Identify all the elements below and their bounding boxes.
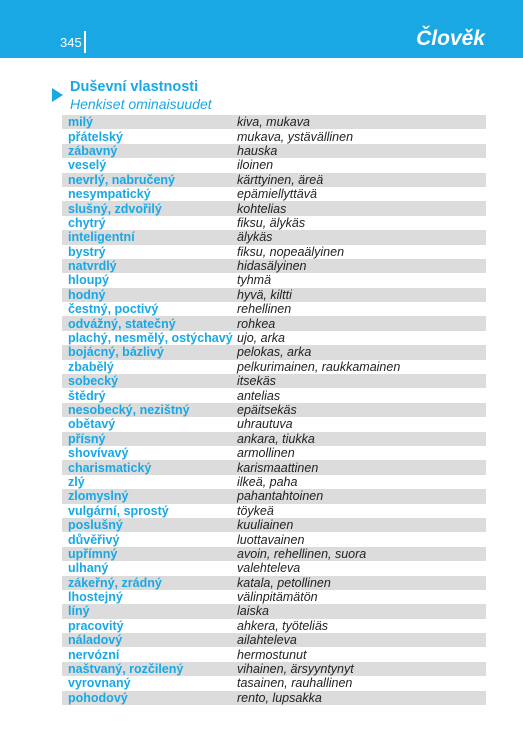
vocabulary-row <box>62 288 486 302</box>
czech-term: hodný <box>68 287 106 302</box>
header-divider <box>84 31 86 53</box>
vocabulary-row <box>62 403 486 417</box>
vocabulary-row <box>62 504 486 518</box>
czech-term: lhostejný <box>68 590 123 605</box>
vocabulary-row <box>62 647 486 661</box>
finnish-translation: kuuliainen <box>237 518 294 533</box>
vocabulary-row <box>62 576 486 590</box>
czech-term: nervózní <box>68 647 120 662</box>
section-arrow-icon <box>52 88 63 102</box>
vocabulary-row <box>62 446 486 460</box>
finnish-translation: ahkera, työteliäs <box>237 618 329 633</box>
finnish-translation: armollinen <box>237 446 295 461</box>
czech-term: shovívavý <box>68 446 129 461</box>
finnish-translation: luottavainen <box>237 532 305 547</box>
section-subtitle: Henkiset ominaisuudet <box>70 96 212 112</box>
vocabulary-row <box>62 115 486 129</box>
vocabulary-row <box>62 316 486 330</box>
vocabulary-row <box>62 460 486 474</box>
czech-term: upřímný <box>68 546 118 561</box>
section-title: Duševní vlastnosti <box>70 79 199 95</box>
vocabulary-row <box>62 432 486 446</box>
czech-term: plachý, nesmělý, ostýchavý <box>68 331 233 346</box>
finnish-translation: ankara, tiukka <box>237 431 315 446</box>
finnish-translation: tasainen, rauhallinen <box>237 676 353 691</box>
czech-term: veselý <box>68 158 107 173</box>
vocabulary-row <box>62 345 486 359</box>
czech-term: poslušný <box>68 518 123 533</box>
vocabulary-row <box>62 547 486 561</box>
czech-term: přátelský <box>68 129 123 144</box>
czech-term: vyrovnaný <box>68 676 131 691</box>
vocabulary-row <box>62 201 486 215</box>
finnish-translation: laiska <box>237 604 269 619</box>
czech-term: důvěřivý <box>68 532 120 547</box>
vocabulary-row <box>62 417 486 431</box>
finnish-translation: fiksu, älykäs <box>237 215 306 230</box>
finnish-translation: epämiellyttävä <box>237 187 317 202</box>
finnish-translation: kärttyinen, äreä <box>237 172 324 187</box>
finnish-translation: uhrautuva <box>237 417 293 432</box>
finnish-translation: vihainen, ärsyyntynyt <box>237 662 354 677</box>
czech-term: natvrdlý <box>68 259 117 274</box>
vocabulary-row <box>62 374 486 388</box>
vocabulary-row <box>62 489 486 503</box>
czech-term: líný <box>68 604 90 619</box>
finnish-translation: itsekäs <box>237 374 276 389</box>
czech-term: bojácný, bázlivý <box>68 345 164 360</box>
finnish-translation: välinpitämätön <box>237 590 318 605</box>
czech-term: nesobecký, nezištný <box>68 403 190 417</box>
finnish-translation: valehteleva <box>237 561 301 576</box>
czech-term: pohodový <box>68 690 128 705</box>
finnish-translation: pahantahtoinen <box>237 489 324 504</box>
finnish-translation: avoin, rehellinen, suora <box>237 546 367 561</box>
vocabulary-row <box>62 561 486 575</box>
finnish-translation: kohtelias <box>237 201 287 216</box>
czech-term: hloupý <box>68 273 109 288</box>
finnish-translation: pelokas, arka <box>237 345 312 360</box>
finnish-translation: antelias <box>237 388 281 403</box>
czech-term: sobecký <box>68 374 119 389</box>
finnish-translation: kiva, mukava <box>237 115 310 130</box>
czech-term: štědrý <box>68 388 106 403</box>
chapter-title: Člověk <box>416 27 485 50</box>
finnish-translation: ilkeä, paha <box>237 474 298 489</box>
finnish-translation: ujo, arka <box>237 331 285 346</box>
vocabulary-row <box>62 245 486 259</box>
vocabulary-row <box>62 158 486 172</box>
czech-term: slušný, zdvořilý <box>68 201 162 216</box>
vocabulary-row <box>62 604 486 618</box>
vocabulary-row <box>62 331 486 345</box>
finnish-translation: rohkea <box>237 316 276 331</box>
czech-term: zlý <box>68 474 85 489</box>
vocabulary-row <box>62 676 486 690</box>
czech-term: pracovitý <box>68 618 124 633</box>
vocabulary-row <box>62 144 486 158</box>
czech-term: zábavný <box>68 143 118 158</box>
vocabulary-row <box>62 619 486 633</box>
finnish-translation: fiksu, nopeaälyinen <box>237 244 345 259</box>
czech-term: náladový <box>68 633 123 648</box>
finnish-translation: mukava, ystävällinen <box>237 129 354 144</box>
vocabulary-row <box>62 216 486 230</box>
finnish-translation: rehellinen <box>237 302 292 317</box>
finnish-translation: hidasälyinen <box>237 259 307 274</box>
finnish-translation: töykeä <box>237 503 274 518</box>
finnish-translation: hyvä, kiltti <box>237 287 292 302</box>
vocabulary-row <box>62 518 486 532</box>
czech-term: odvážný, statečný <box>68 316 176 331</box>
vocabulary-row <box>62 475 486 489</box>
vocabulary-row <box>62 129 486 143</box>
czech-term: čestný, poctivý <box>68 302 159 317</box>
finnish-translation: hermostunut <box>237 647 307 662</box>
vocabulary-row <box>62 633 486 647</box>
czech-term: ulhaný <box>68 561 109 576</box>
page-number: 345 <box>60 35 82 50</box>
vocabulary-row <box>62 259 486 273</box>
vocabulary-row <box>62 691 486 705</box>
vocabulary-row <box>62 187 486 201</box>
finnish-translation: pelkurimainen, raukkamainen <box>237 359 401 374</box>
finnish-translation: ailahteleva <box>237 633 297 648</box>
finnish-translation: tyhmä <box>237 273 272 288</box>
vocabulary-row <box>62 360 486 374</box>
czech-term: zbabělý <box>68 359 114 374</box>
czech-term: inteligentní <box>68 230 135 245</box>
finnish-translation: epäitsekäs <box>237 403 297 417</box>
czech-term: bystrý <box>68 244 106 259</box>
finnish-translation: katala, petollinen <box>237 575 331 590</box>
czech-term: nevrlý, nabručený <box>68 172 175 187</box>
vocabulary-row <box>62 532 486 546</box>
czech-term: zlomyslný <box>68 489 129 504</box>
vocabulary-row <box>62 273 486 287</box>
czech-term: přísný <box>68 431 106 446</box>
finnish-translation: karismaattinen <box>237 460 319 475</box>
czech-term: zákeřný, zrádný <box>68 575 162 590</box>
finnish-translation: älykäs <box>237 230 273 245</box>
czech-term: vulgární, sprostý <box>68 503 169 518</box>
czech-term: chytrý <box>68 215 106 230</box>
vocabulary-row <box>62 662 486 676</box>
vocabulary-row <box>62 388 486 402</box>
czech-term: naštvaný, rozčilený <box>68 662 184 677</box>
vocabulary-row <box>62 173 486 187</box>
vocabulary-list <box>62 115 486 705</box>
finnish-translation: rento, lupsakka <box>237 690 322 705</box>
finnish-translation: hauska <box>237 143 278 158</box>
czech-term: charismatický <box>68 460 152 475</box>
chapter-header <box>0 0 523 58</box>
czech-term: obětavý <box>68 417 116 432</box>
czech-term: milý <box>68 115 94 130</box>
finnish-translation: iloinen <box>237 158 274 173</box>
vocabulary-row <box>62 590 486 604</box>
vocabulary-row <box>62 230 486 244</box>
czech-term: nesympatický <box>68 187 151 202</box>
vocabulary-row <box>62 302 486 316</box>
